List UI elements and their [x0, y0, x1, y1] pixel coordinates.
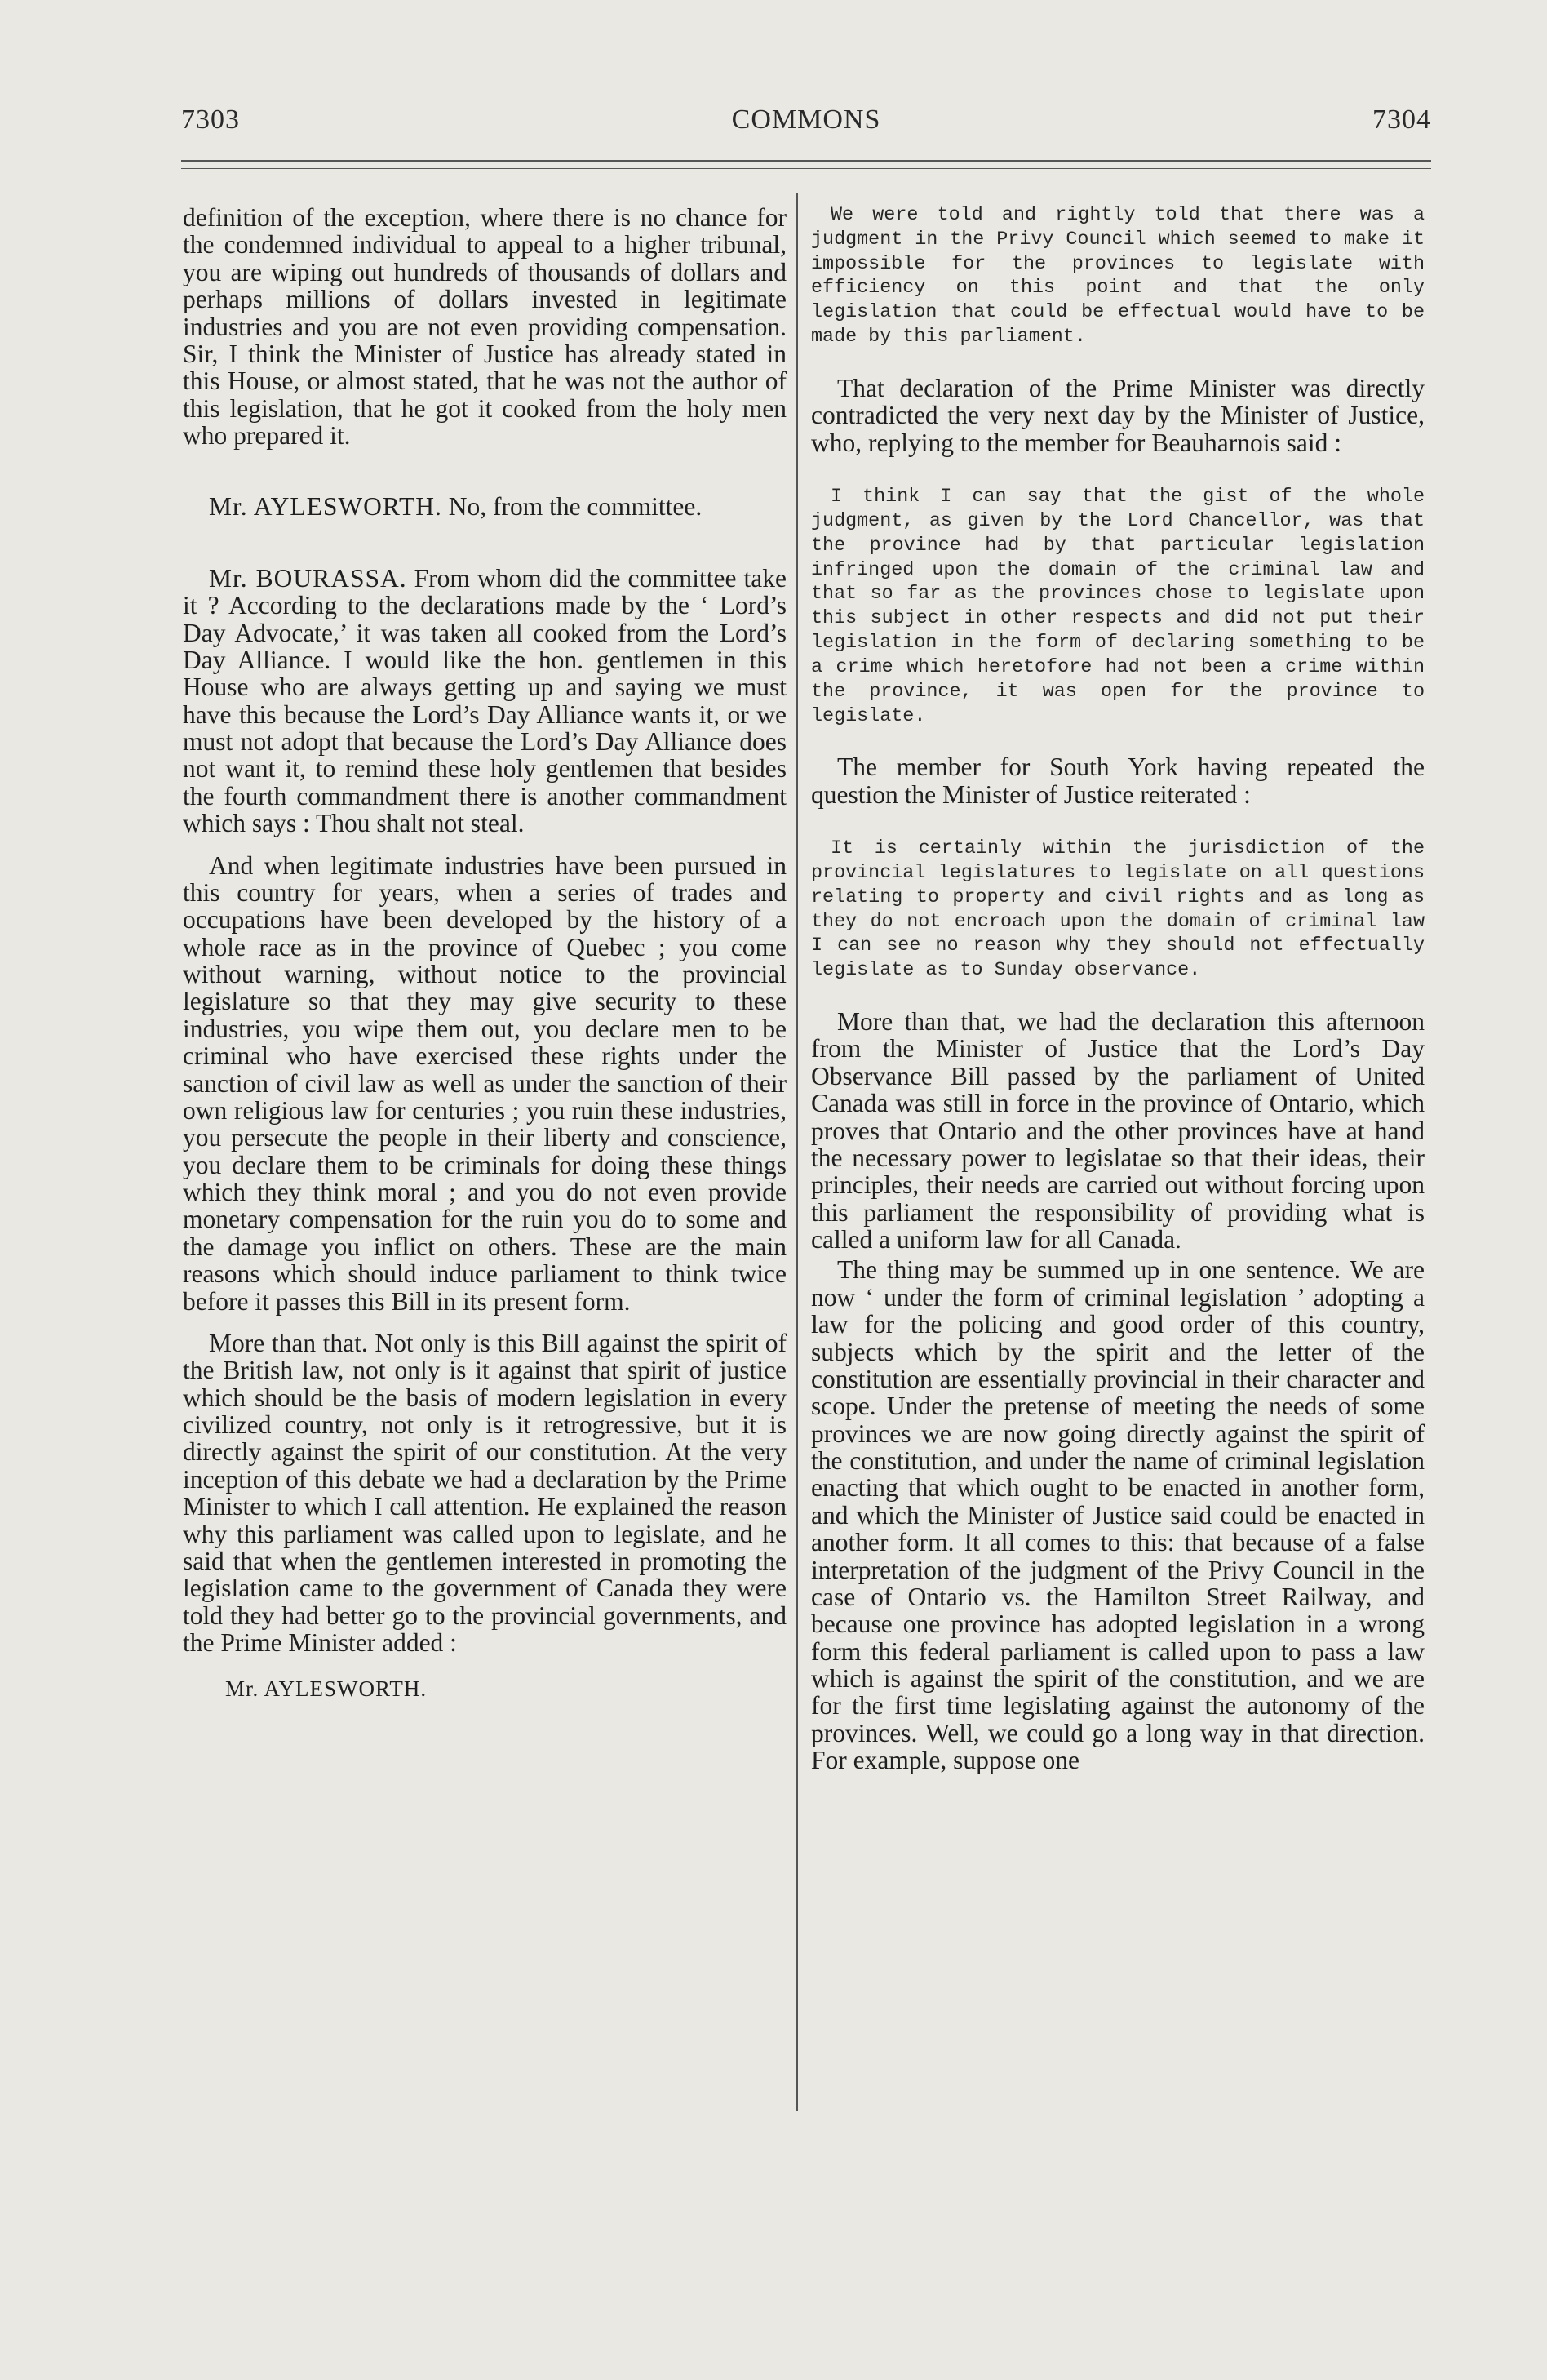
trailing-speaker: Mr. AYLESWORTH. — [225, 1676, 428, 1702]
page-number-right: 7304 — [1372, 104, 1431, 135]
right-paragraph-1: That declaration of the Prime Minister was directly contradicted the very next day by the Minister of Justice, who, replying to the member for Beauharnois said : — [811, 373, 1425, 457]
right-paragraph-2: The member for South York having repeated the question the Minister of Justice reiterated : — [811, 753, 1425, 809]
header-rule-top — [181, 160, 1431, 162]
quote-minister-justice-1: I think I can say that the gist of the whole judgment, as given by the Lord Chancellor, was that the province had by that particular legislation infringed upon the domain of the criminal law and that so far as the provinces chose to legislate upon this subject in other respects and did not put their legislation in the form of declaring something to be a crime which heretofore had not been a crime within the province, it was open for the province to legislate. — [811, 486, 1425, 727]
quote-minister-justice-2: It is certainly within the jurisdiction of the provincial legislatures to legislate on all questions relating to property and civil rights and as long as they do not encroach upon the domain of criminal law I can see no reason why they should not effectually legislate as to Sunday observance. — [811, 838, 1425, 982]
quote-prime-minister: We were told and rightly told that there was a judgment in the Privy Council which seemed to make it impossible for the provinces to legislate with efficiency on this point and that the only legislation that could be effectual would have to be made by this parliament. — [811, 205, 1425, 349]
speaker-name: Mr. BOURASSA. — [209, 563, 407, 593]
left-paragraph-5: More than that. Not only is this Bill against the spirit of the British law, not only is it against that spirit of justice which should be the basis of modern legislation in every civilized country, not only is it retrogressive, but it is directly against the spirit of our constitution. At the very inception of this debate we had a declaration by the Prime Minister to which I call attention. He explained the reason why this parliament was called upon to legislate, and he said that when the gentlemen interested in promoting the legislation came to the government of Canada they were told they had better go to the provincial governments, and the Prime Minister added : — [183, 1328, 787, 1657]
right-paragraph-4: The thing may be summed up in one sentence. We are now ‘ under the form of criminal legislation ’ adopting a law for the policing and good order of this country, subjects which by the spirit and the letter of the constitution are essentially provincial in their character and scope. Under the pretense of meeting the needs of some provinces we are now going directly against the spirit of the constitution, and under the name of criminal legislation enacting that which ought to be enacted in another form, and which the Minister of Justice said could be enacted in another form. It all comes to this: that because of a false interpretation of the judgment of the Privy Council in the case of Ontario vs. the Hamilton Street Railway, and because one province has adopted legislation in a wrong form this federal parliament is called upon to pass a law which is against the spirit of the constitution, and we are for the first time legislating against the autonomy of the provinces. Well, we could go a long way in that direction. For example, suppose one — [811, 1255, 1425, 1775]
left-paragraph-4: And when legitimate industries have been pursued in this country for years, when a series of trades and occupations have been developed by the history of a whole race as in the province of Quebec ; you come without warning, without notice to the provincial legislature so that they may give security to these industries, you wipe them out, you declare men to be criminal who have exercised these rights under the sanction of civil law as well as under the sanction of their own religious law for centuries ; you ruin these industries, you persecute the people in their liberty and conscience, you declare them to be criminals for doing these things which they think moral ; and you do not even provide monetary compensation for the ruin you do to some and the damage you inflict on others. These are the main reasons which should induce parliament to think twice before it passes this Bill in its present form. — [183, 850, 787, 1316]
left-paragraph-1: definition of the exception, where there is no chance for the condemned individual to appeal to a higher tribunal, you are wiping out hundreds of thousands of dollars and perhaps millions of dollars invested in legitimate industries and you are not even providing compensation. Sir, I think the Minister of Justice has already stated in this House, or almost stated, that he was not the author of this legislation, that he got it cooked from the holy men who prepared it. — [183, 203, 787, 450]
page-title: COMMONS — [731, 104, 881, 135]
left-paragraph-aylesworth — [183, 493, 787, 520]
speech-text: From whom did the committee take it ? According to the declarations made by the ‘ Lord’s Day Advocate,’ it was taken all cooked from the Lord’s Day Alliance. I would like the hon. gentlemen in this House who are always getting up and saying we must have this because the Lord’s Day Alliance wants it, or we must not adopt that because the Lord’s Day Alliance does not want it, to remind these holy gentlemen that besides the fourth commandment there is another commandment which says : Thou shalt not steal. — [183, 563, 787, 838]
header-rule-bottom — [181, 168, 1431, 169]
column-divider — [796, 193, 798, 2111]
speech-text: No, from the committee. — [441, 492, 703, 522]
page-header — [181, 104, 1431, 153]
page-number-left: 7303 — [181, 104, 240, 135]
right-paragraph-3: More than that, we had the declaration this afternoon from the Minister of Justice that the Lord’s Day Observance Bill passed by the parliament of United Canada was still in force in the province of Ontario, which proves that Ontario and the other provinces have at hand the necessary power to legislatae so that their ideas, their principles, their needs are carried out without forcing upon this parliament the responsibility of providing what is called a uniform law for all Canada. — [811, 1007, 1425, 1254]
left-column — [183, 204, 787, 1701]
right-column — [811, 204, 1425, 1774]
speaker-name: Mr. AYLESWORTH. — [209, 492, 442, 522]
left-paragraph-bourassa — [183, 565, 787, 837]
